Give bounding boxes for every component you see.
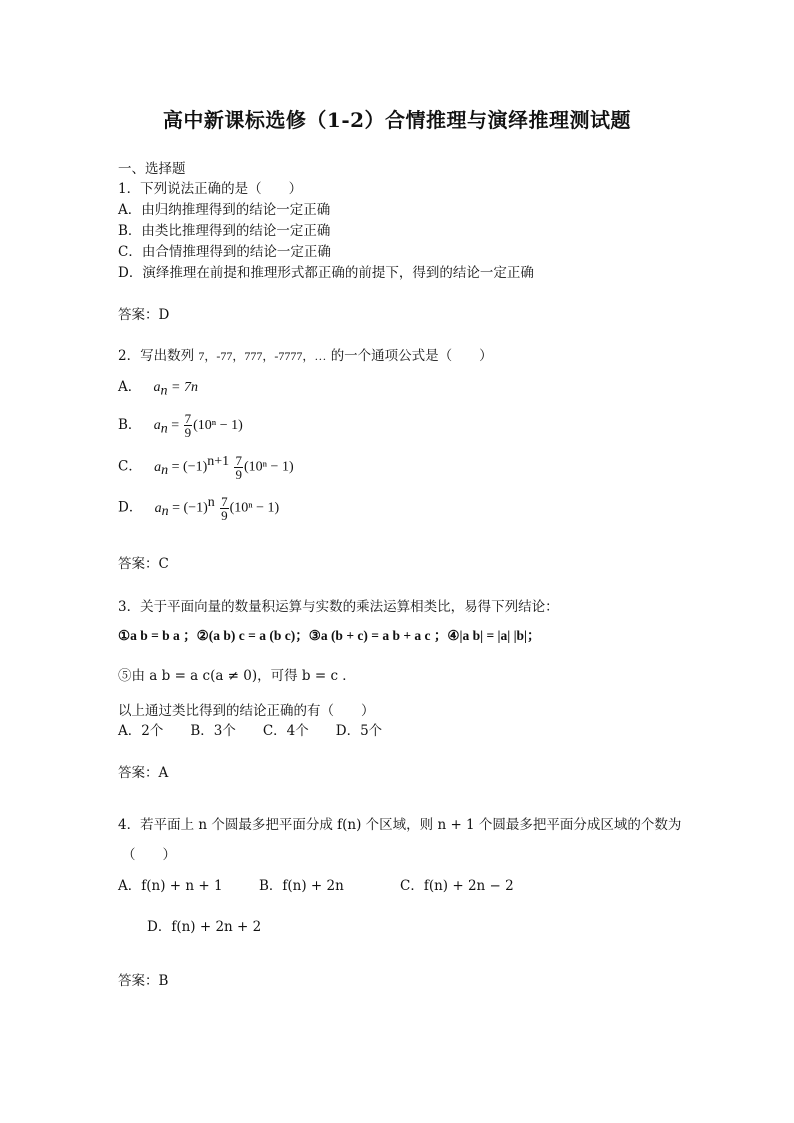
q2-c-rest: (10ⁿ − 1) [243,459,294,475]
q2-b-rest: (10ⁿ − 1) [193,418,243,433]
q2-option-b: B． $a_n$ = $\frac{7}{9}$ (10ⁿ − 1) [118,411,243,440]
q3-options: A．2个 B．3个 C．4个 D．5个 [118,723,383,739]
q2-d-fraction: $\frac{7}{9}$ [221,493,228,523]
q1-answer: 答案：D [118,307,170,323]
q2-d-sub: n [161,504,169,520]
q4-option-b: B．f(n) + 2n [259,878,344,894]
q2-b-label: B． [118,417,142,433]
q2-c-sub: n [161,463,169,479]
q2-d-label: D． [118,499,143,516]
q2-b-fraction: $\frac{7}{9}$ [184,411,192,440]
q2-c-label: C． [118,458,142,475]
q2-stem-suffix: 的一个通项公式是（ ） [330,348,493,364]
section-heading: 一、选择题 [118,161,186,177]
q2-c-expr: a [154,459,162,475]
q1-option-c: C．由合情推理得到的结论一定正确 [118,244,331,260]
q2-a-sub: n [160,383,168,399]
q1-option-b: B．由类比推理得到的结论一定正确 [118,223,331,239]
q2-stem [118,347,493,365]
q2-d-expr: a [154,500,162,516]
q2-b-expr: a [153,418,161,433]
q3-conclusions-line: ①a b = b a ；②(a b) c = a (b c)；③a (b + c) = a b + a c ；④|a b| = |a| |b|； [118,628,541,643]
q4-stem: 4．若平面上 n 个圆最多把平面分成 f(n) 个区域，则 n + 1 个圆最多把平面分成区域的个数为 [118,817,682,833]
q2-option-a [118,378,198,401]
q2-c-fraction: $\frac{7}{9}$ [235,452,242,482]
q2-answer: 答案：C [118,556,169,572]
q2-d-sup: n [207,495,215,510]
q2-a-rhs: = 7n [167,380,198,395]
q4-option-d: D．f(n) + 2n + 2 [147,919,262,935]
q3-question: 以上通过类比得到的结论正确的有（ ） [118,703,375,719]
q2-a-label: A． [118,379,142,395]
q2-c-sign: (−1) [183,459,208,475]
q3-stem: 3．关于平面向量的数量积运算与实数的乘法运算相类比，易得下列结论： [118,599,559,615]
q4-answer: 答案：B [118,973,169,989]
q2-stem-prefix: 2．写出数列 [118,348,195,364]
q1-stem: 1．下列说法正确的是（ ） [118,181,303,197]
q2-c-sup: n+1 [207,454,230,469]
q2-sequence: 7，-77，777，-7777，… [198,349,327,363]
q1-option-d: D．演绎推理在前提和推理形式都正确的前提下，得到的结论一定正确 [118,265,534,281]
q2-option-c: C． $a_n = (-1)^{n+1}$ $\frac{7}{9}$ (10ⁿ − 1) [118,452,294,482]
page-title: 高中新课标选修（1-2）合情推理与演绎推理测试题 [162,108,632,132]
q3-answer: 答案：A [118,765,169,781]
q4-option-a: A．f(n) + n + 1 [118,878,223,894]
q1-option-a: A．由归纳推理得到的结论一定正确 [118,202,331,218]
q2-option-d: D． $a_n = (-1)^n$ $\frac{7}{9}$ (10ⁿ − 1) [118,493,280,523]
q4-paren: （ ） [122,847,176,863]
q4-option-c: C．f(n) + 2n − 2 [400,878,514,894]
q2-d-sign: (−1) [183,500,208,516]
q2-d-rest: (10ⁿ − 1) [229,500,280,516]
q3-conclusion-5: ⑤由 a b = a c(a ≠ 0)，可得 b = c ． [118,668,356,684]
q2-a-expr: a [153,380,161,395]
q2-b-sub: n [160,421,168,437]
